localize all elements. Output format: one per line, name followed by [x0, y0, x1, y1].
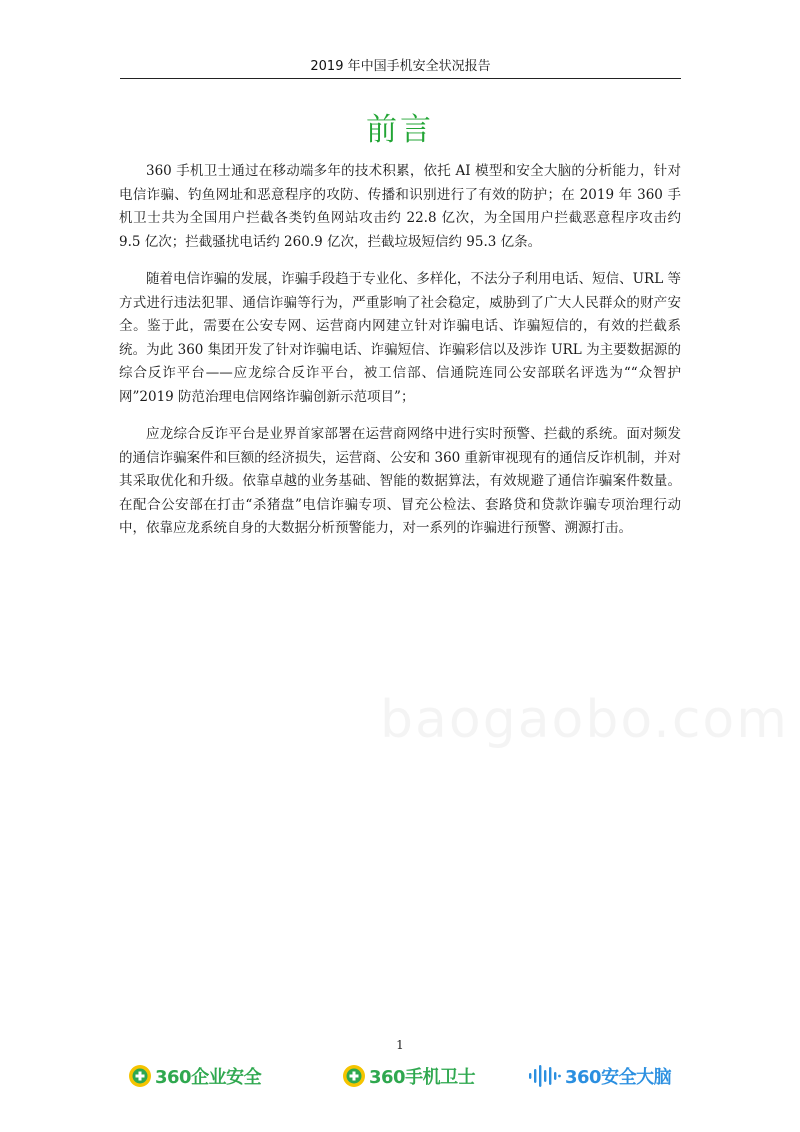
360-plus-circle-icon	[342, 1064, 366, 1088]
logo-360-security-brain	[528, 1058, 671, 1094]
logo-text: 360安全大脑	[565, 1067, 672, 1088]
report-title: 2019 年中国手机安全状况报告	[310, 59, 491, 74]
logo-text: 360手机卫士	[369, 1067, 476, 1088]
page-number: 1	[396, 1038, 404, 1052]
footer-logos	[0, 1058, 800, 1098]
section-title: 前言	[366, 112, 434, 148]
paragraph-1: 360 手机卫士通过在移动端多年的技术积累，依托 AI 模型和安全大脑的分析能力，针对电信诈骗、钓鱼网址和恶意程序的攻防、传播和识别进行了有效的防护；在 2019 年 360 手机卫士共为全国用户拦截各类钓鱼网站攻击约 22.8 亿次，为全国用户拦截恶意程序攻击约 9.5 亿次；拦截骚扰电话约 260.9 亿次，拦截垃圾短信约 95.3 亿条。	[119, 163, 681, 250]
paragraph-3: 应龙综合反诈平台是业界首家部署在运营商网络中进行实时预警、拦截的系统。面对频发的通信诈骗案件和巨额的经济损失，运营商、公安和 360 重新审视现有的通信反诈机制，并对其采取优化和升级。依靠卓越的业务基础、智能的数据算法，有效规避了通信诈骗案件数量。在配合公安部在打击“杀猪盘”电信诈骗专项、冒充公检法、套路贷和贷款诈骗专项治理行动中，依靠应龙系统自身的大数据分析预警能力，对一系列的诈骗进行预警、溯源打击。	[119, 426, 681, 536]
watermark	[380, 690, 789, 750]
logo-360-enterprise-security	[128, 1058, 261, 1094]
paragraph-2: 随着电信诈骗的发展，诈骗手段趋于专业化、多样化，不法分子利用电话、短信、URL 等方式进行违法犯罪、通信诈骗等行为，严重影响了社会稳定，威胁到了广大人民群众的财产安全。鉴于此，需要在公安专网、运营商内网建立针对诈骗电话、诈骗短信的，有效的拦截系统。为此 360 集团开发了针对诈骗电话、诈骗短信、诈骗彩信以及涉诈 URL 为主要数据源的综合反诈平台——应龙综合反诈平台，被工信部、信通院连同公安部联名评选为““众智护网”2019 防范治理电信网络诈骗创新示范项目”；	[119, 271, 681, 405]
page-header	[120, 58, 681, 79]
360-plus-circle-icon	[128, 1064, 152, 1088]
logo-360-mobile-guard	[342, 1058, 475, 1094]
body-text	[119, 160, 681, 555]
logo-text: 360企业安全	[155, 1067, 262, 1088]
sound-wave-icon	[528, 1064, 562, 1088]
